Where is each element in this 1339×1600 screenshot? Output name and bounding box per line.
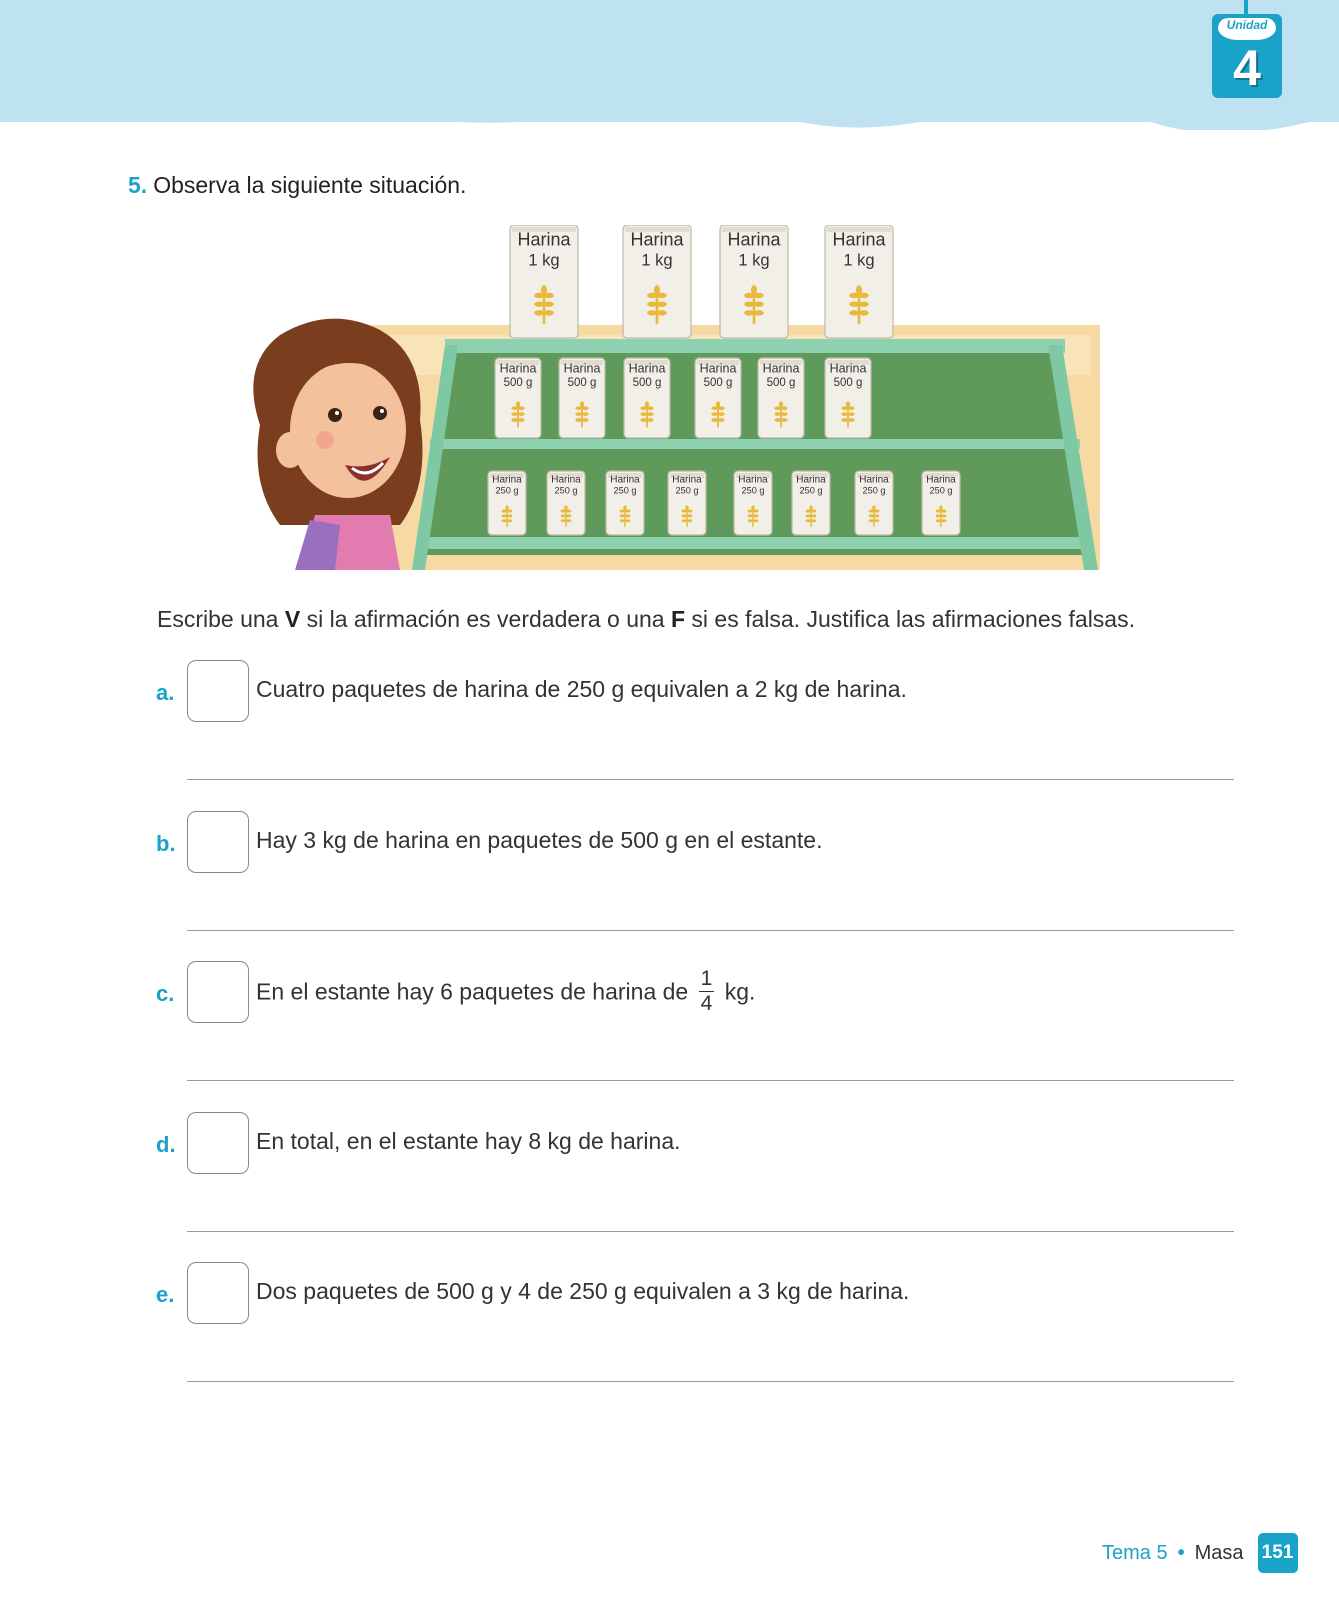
flour-sack-250g: [922, 471, 960, 535]
instruction-part: si la afirmación es verdadera o una: [300, 606, 671, 632]
sack-label: Harina: [727, 229, 781, 250]
shelf-board-top: [445, 339, 1065, 353]
sack-label: Harina: [563, 361, 601, 376]
item-letter: e.: [156, 1282, 175, 1307]
flour-sack-1kg: [510, 225, 578, 338]
flour-sack-1kg: [720, 225, 788, 338]
sack-weight: 1 kg: [843, 250, 875, 270]
sack-label: Harina: [699, 361, 737, 376]
sack-weight: 1 kg: [738, 250, 770, 270]
statement-item-a: [0, 660, 1339, 810]
flour-sack-1kg: [825, 225, 893, 338]
sack-weight: 1 kg: [528, 250, 560, 270]
flour-sack-500g: [624, 358, 670, 438]
sack-label: Harina: [551, 474, 581, 486]
sack-weight: 250 g: [554, 485, 578, 496]
exercise-title-text: Observa la siguiente situación.: [153, 172, 467, 198]
sack-label: Harina: [630, 229, 684, 250]
justification-line[interactable]: [187, 779, 1234, 780]
flour-sack-500g: [495, 358, 541, 438]
page-footer: [1102, 1533, 1298, 1573]
sack-weight: 500 g: [503, 377, 533, 390]
sack-label: Harina: [517, 229, 571, 250]
sack-label: Harina: [672, 474, 702, 486]
shelf-board-middle: [430, 439, 1080, 449]
statement-text: Hay 3 kg de harina en paquetes de 500 g en el estante.: [256, 827, 823, 853]
justification-line[interactable]: [187, 1231, 1234, 1232]
answer-box[interactable]: [187, 1262, 249, 1324]
answer-box[interactable]: [187, 811, 249, 873]
statement-text: En total, en el estante hay 8 kg de harina.: [256, 1128, 681, 1154]
statement-text: Dos paquetes de 500 g y 4 de 250 g equivalen a 3 kg de harina.: [256, 1278, 910, 1304]
flour-sack-1kg: [623, 225, 691, 338]
sack-weight: 500 g: [703, 377, 733, 390]
sack-weight: 250 g: [862, 485, 886, 496]
sack-weight: 250 g: [675, 485, 699, 496]
flour-sack-250g: [792, 471, 830, 535]
flour-sack-250g: [855, 471, 893, 535]
statement-item-c: [0, 961, 1339, 1111]
statement-text-pre: En el estante hay 6 paquetes de harina de: [256, 978, 689, 1005]
statement-text: [256, 969, 755, 1018]
fraction-denominator: 4: [700, 992, 713, 1015]
sack-weight: 500 g: [567, 377, 597, 390]
instruction-text: [157, 606, 1135, 633]
sack-label: Harina: [832, 229, 886, 250]
statement-text: Cuatro paquetes de harina de 250 g equivalen a 2 kg de harina.: [256, 676, 907, 702]
footer-topic: Tema 5: [1102, 1541, 1168, 1564]
sack-weight: 250 g: [929, 485, 953, 496]
fraction-numerator: 1: [700, 967, 713, 990]
statement-item-d: [0, 1112, 1339, 1262]
item-letter: a.: [156, 680, 175, 705]
sack-weight: 250 g: [741, 485, 765, 496]
fraction: [699, 967, 715, 1016]
flour-sack-500g: [695, 358, 741, 438]
item-letter: c.: [156, 981, 175, 1006]
instruction-f: F: [670, 606, 686, 632]
badge-pin: [1244, 0, 1248, 16]
header-band: [0, 0, 1339, 122]
sack-weight: 250 g: [613, 485, 637, 496]
statement-item-b: [0, 811, 1339, 961]
sack-weight: 500 g: [766, 377, 796, 390]
sack-label: Harina: [610, 474, 640, 486]
page-number: 151: [1258, 1533, 1298, 1573]
unit-label: Unidad: [1226, 18, 1268, 32]
exercise-number: 5.: [128, 172, 148, 198]
sack-label: Harina: [829, 361, 867, 376]
item-letter: b.: [156, 831, 176, 856]
flour-sack-250g: [668, 471, 706, 535]
sack-weight: 250 g: [799, 485, 823, 496]
footer-topic-name: Masa: [1194, 1541, 1244, 1564]
item-letter: d.: [156, 1132, 176, 1157]
instruction-part: Escribe una: [157, 606, 285, 632]
flour-sack-250g: [606, 471, 644, 535]
torn-paper-edge: [0, 100, 1339, 130]
instruction-v: V: [284, 606, 301, 632]
answer-box[interactable]: [187, 961, 249, 1023]
flour-sack-250g: [547, 471, 585, 535]
sack-weight: 500 g: [833, 377, 863, 390]
answer-box[interactable]: [187, 1112, 249, 1174]
footer-separator: •: [1177, 1541, 1185, 1564]
flour-sack-250g: [734, 471, 772, 535]
sack-weight: 250 g: [495, 485, 519, 496]
sack-label: Harina: [859, 474, 889, 486]
shelf-board-bottom: [420, 537, 1090, 549]
flour-sack-250g: [488, 471, 526, 535]
sack-label: Harina: [492, 474, 522, 486]
justification-line[interactable]: [187, 1080, 1234, 1081]
instruction-part: si es falsa. Justifica las afirmaciones falsas.: [685, 606, 1135, 632]
flour-sack-500g: [758, 358, 804, 438]
sack-label: Harina: [926, 474, 956, 486]
sack-label: Harina: [499, 361, 537, 376]
sack-label: Harina: [628, 361, 666, 376]
unit-number: 4: [1233, 40, 1261, 96]
sack-weight: 1 kg: [641, 250, 673, 270]
sack-weight: 500 g: [632, 377, 662, 390]
answer-box[interactable]: [187, 660, 249, 722]
justification-line[interactable]: [187, 930, 1234, 931]
exercise-title: [128, 172, 466, 199]
sack-label: Harina: [738, 474, 768, 486]
sack-label: Harina: [796, 474, 826, 486]
flour-sack-500g: [559, 358, 605, 438]
flour-sack-500g: [825, 358, 871, 438]
sack-label: Harina: [762, 361, 800, 376]
shelf-illustration: [240, 225, 1115, 570]
justification-line[interactable]: [187, 1381, 1234, 1382]
statement-text-post: kg.: [724, 978, 756, 1005]
unit-badge: [1212, 14, 1282, 98]
statement-item-e: [0, 1262, 1339, 1412]
